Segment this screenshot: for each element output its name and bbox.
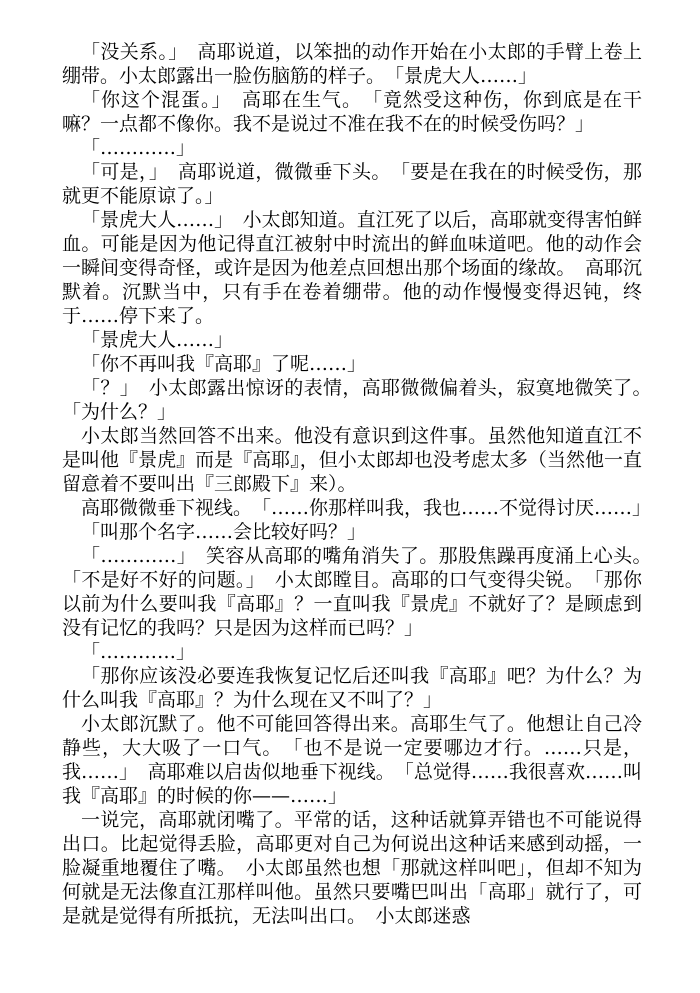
paragraph: 「…………」 笑容从高耶的嘴角消失了。那股焦躁再度涌上心头。 「不是好不好的问题。」 小太郎瞠目。高耶的口气变得尖锐。 「那你以前为什么要叫我『高耶』？一直叫我『景虎』不就好了？是顾虑到没有记忆的我吗？只是因为这样而已吗？」	[62, 545, 662, 639]
paragraph: 「可是，」 高耶说道，微微垂下头。 「要是在我在的时候受伤，那就更不能原谅了。」	[62, 161, 642, 207]
paragraph: 一说完，高耶就闭嘴了。平常的话，这种话就算弄错也不可能说得出口。比起觉得丢脸，高耶更对自己为何说出这种话来感到动摇，一脸凝重地覆住了嘴。 小太郎虽然也想「那就这样叫吧」，但却不知为何就是无法像直江那样叫他。虽然只要嘴巴叫出「高耶」就行了，可是就是觉得有所抵抗，无法叫出口。 小太郎迷惑	[62, 809, 642, 927]
paragraph: 「你这个混蛋。」 高耶在生气。 「竟然受这种伤，你到底是在干嘛？一点都不像你。我不是说过不准在我不在的时候受伤吗？」	[62, 89, 642, 135]
paragraph: 「你不再叫我『高耶』了呢……」	[81, 353, 367, 375]
paragraph: 「景虎大人……」 小太郎知道。直江死了以后，高耶就变得害怕鲜血。可能是因为他记得直江被射中时流出的鲜血味道吧。他的动作会一瞬间变得奇怪，或许是因为他差点回想出那个场面的缘故。 高耶沉默着。沉默当中，只有手在卷着绷带。他的动作慢慢变得迟钝，终于……停下来了。	[62, 209, 642, 327]
document-page	[62, 40, 662, 928]
paragraph: 「？」 小太郎露出惊讶的表情，高耶微微偏着头，寂寞地微笑了。 「为什么？」	[62, 377, 662, 423]
paragraph: 「叫那个名字……会比较好吗？」	[81, 521, 367, 543]
paragraph: 「没关系。」 高耶说道，以笨拙的动作开始在小太郎的手臂上卷上绷带。小太郎露出一脸伤脑筋的样子。 「景虎大人……」	[62, 41, 642, 87]
paragraph: 小太郎当然回答不出来。他没有意识到这件事。虽然他知道直江不是叫他『景虎』而是『高耶』，但小太郎却也没考虑太多（当然他一直留意着不要叫出『三郎殿下』来）。	[62, 425, 642, 495]
paragraph: 「…………」	[81, 137, 196, 159]
paragraph: 小太郎沉默了。他不可能回答得出来。高耶生气了。他想让自己冷静些，大大吸了一口气。 「也不是说一定要哪边才行。……只是，我……」 高耶难以启齿似地垂下视线。 「总觉得……我很喜欢……叫我『高耶』的时候的你——……」	[62, 713, 642, 807]
paragraph: 「景虎大人……」	[81, 329, 234, 351]
paragraph: 「…………」	[81, 641, 196, 663]
paragraph: 「那你应该没必要连我恢复记忆后还叫我『高耶』吧？为什么？为什么叫我『高耶』？为什么现在又不叫了？」	[62, 665, 642, 711]
paragraph: 高耶微微垂下视线。 「……你那样叫我，我也……不觉得讨厌……」	[81, 497, 652, 519]
